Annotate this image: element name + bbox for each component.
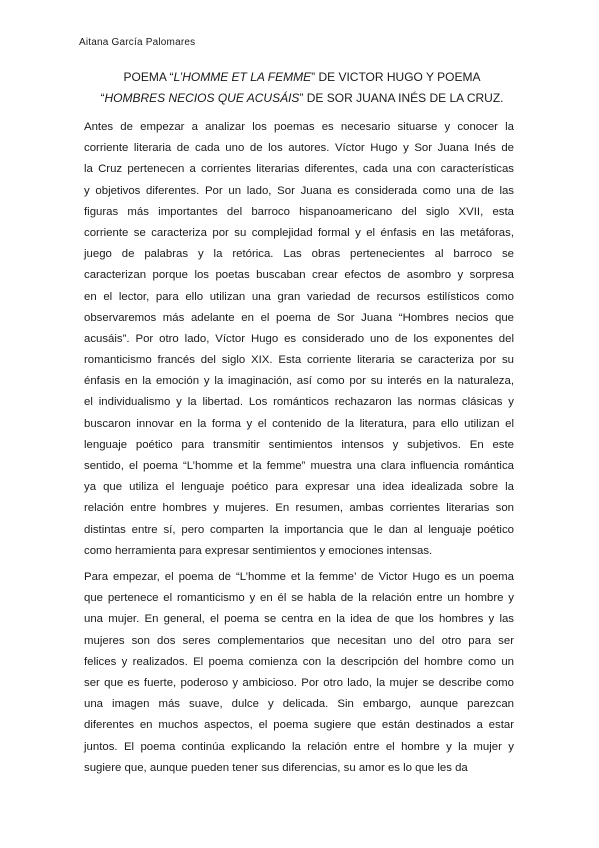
title-text: ” DE SOR JUANA INÉS DE LA CRUZ.	[299, 91, 504, 105]
paragraph-line: juntos. El poema continúa explicando la relación entre el hombre y la mujer y	[84, 740, 514, 753]
paragraph-line: juego de palabras y la retórica. Las obras pertenecientes al barroco se	[84, 248, 514, 261]
title-poem-name: HOMBRES NECIOS QUE ACUSÁIS	[104, 91, 300, 105]
paragraph-line: buscaron innovar en la forma y el contenido de la literatura, para ello utilizan el	[84, 417, 514, 430]
paragraph-line: énfasis en la emoción y la imaginación, así como por su interés en la naturaleza,	[84, 375, 514, 388]
paragraph-line: felices y realizados. El poema comienza con la descripción del hombre como un	[84, 655, 514, 668]
document-title	[79, 67, 525, 109]
paragraph-line: una imagen más suave, dulce y delicada. Sin embargo, aunque parezcan	[84, 698, 514, 711]
title-poem-name: L’HOMME ET LA FEMME	[173, 70, 312, 84]
paragraph-line: corriente literaria de cada uno de los autores. Víctor Hugo y Sor Juana Inés de	[84, 142, 514, 155]
paragraph-line: diferentes en muchos aspectos, el poema sugiere que están destinados a estar	[84, 719, 514, 732]
paragraph-line: figuras más importantes del barroco hispanoamericano del siglo XVII, esta	[84, 205, 514, 218]
paragraph-2	[84, 567, 514, 779]
paragraph-line: como herramienta para expresar sentimientos y emociones intensas.	[84, 544, 433, 557]
title-text: ” DE VICTOR HUGO Y POEMA	[311, 70, 481, 84]
paragraph-line: el individualismo y la libertad. Los románticos rechazaron las normas clásicas y	[84, 396, 514, 409]
paragraph-line: ya que utiliza el lenguaje poético para expresar una idea idealizada sobre la	[84, 481, 514, 494]
paragraph-line: Para empezar, el poema de “L’homme et la femme’ de Victor Hugo es un poema	[84, 571, 514, 583]
paragraph-line: acusáis”. Por otro lado, Víctor Hugo es considerado uno de los exponentes del	[84, 332, 514, 345]
paragraph-line: distintas entre sí, pero comparten la importancia que le dan al lenguaje poético	[84, 523, 514, 536]
paragraph-line: una mujer. En general, el poema se centra en la idea de que los hombres y las	[84, 613, 514, 626]
paragraph-line: y objetivos diferentes. Por un lado, Sor Juana es considerada como una de las	[84, 184, 514, 197]
paragraph-line: sentido, el poema “L’homme et la femme” muestra una clara influencia romántica	[84, 460, 514, 472]
paragraph-line: observaremos más adelante en el poema de Sor Juana “Hombres necios que	[84, 311, 514, 324]
title-text: POEMA “	[123, 70, 174, 84]
paragraph-line: mujeres son dos seres complementarios que necesitan uno del otro para ser	[84, 634, 514, 647]
paragraph-line: romanticismo francés del siglo XIX. Esta corriente literaria se caracteriza por su	[84, 354, 514, 367]
paragraph-line: caracterizan porque los poetas buscaban crear efectos de asombro y sorpresa	[84, 269, 514, 282]
paragraph-line: sugiere que, aunque pueden tener sus diferencias, su amor es lo que les da	[84, 761, 468, 774]
paragraph-1	[84, 117, 514, 562]
title-text: “	[100, 91, 105, 105]
paragraph-line: lenguaje poético para transmitir sentimientos intensos y subjetivos. En este	[84, 438, 514, 451]
paragraph-line: ser que es fuerte, poderoso y ambicioso. Por otro lado, la mujer se describe como	[84, 676, 514, 689]
paragraph-line: que pertenece el romanticismo y en él se habla de la relación entre un hombre y	[84, 592, 514, 605]
author-header: Aitana García Palomares	[79, 37, 196, 48]
paragraph-line: relación entre hombres y mujeres. En resumen, ambas corrientes literarias son	[84, 502, 514, 515]
paragraph-line: la Cruz pertenecen a corrientes literarias diferentes, cada una con características	[84, 163, 514, 176]
paragraph-line: en el lector, para ello utilizan una gran variedad de recursos estilísticos como	[84, 290, 514, 303]
title-line-2	[79, 88, 525, 109]
title-line-1	[79, 67, 525, 88]
paragraph-line: corriente se caracteriza por su complejidad formal y el énfasis en las metáforas,	[84, 226, 514, 239]
paragraph-line: Antes de empezar a analizar los poemas es necesario situarse y conocer la	[84, 121, 514, 133]
